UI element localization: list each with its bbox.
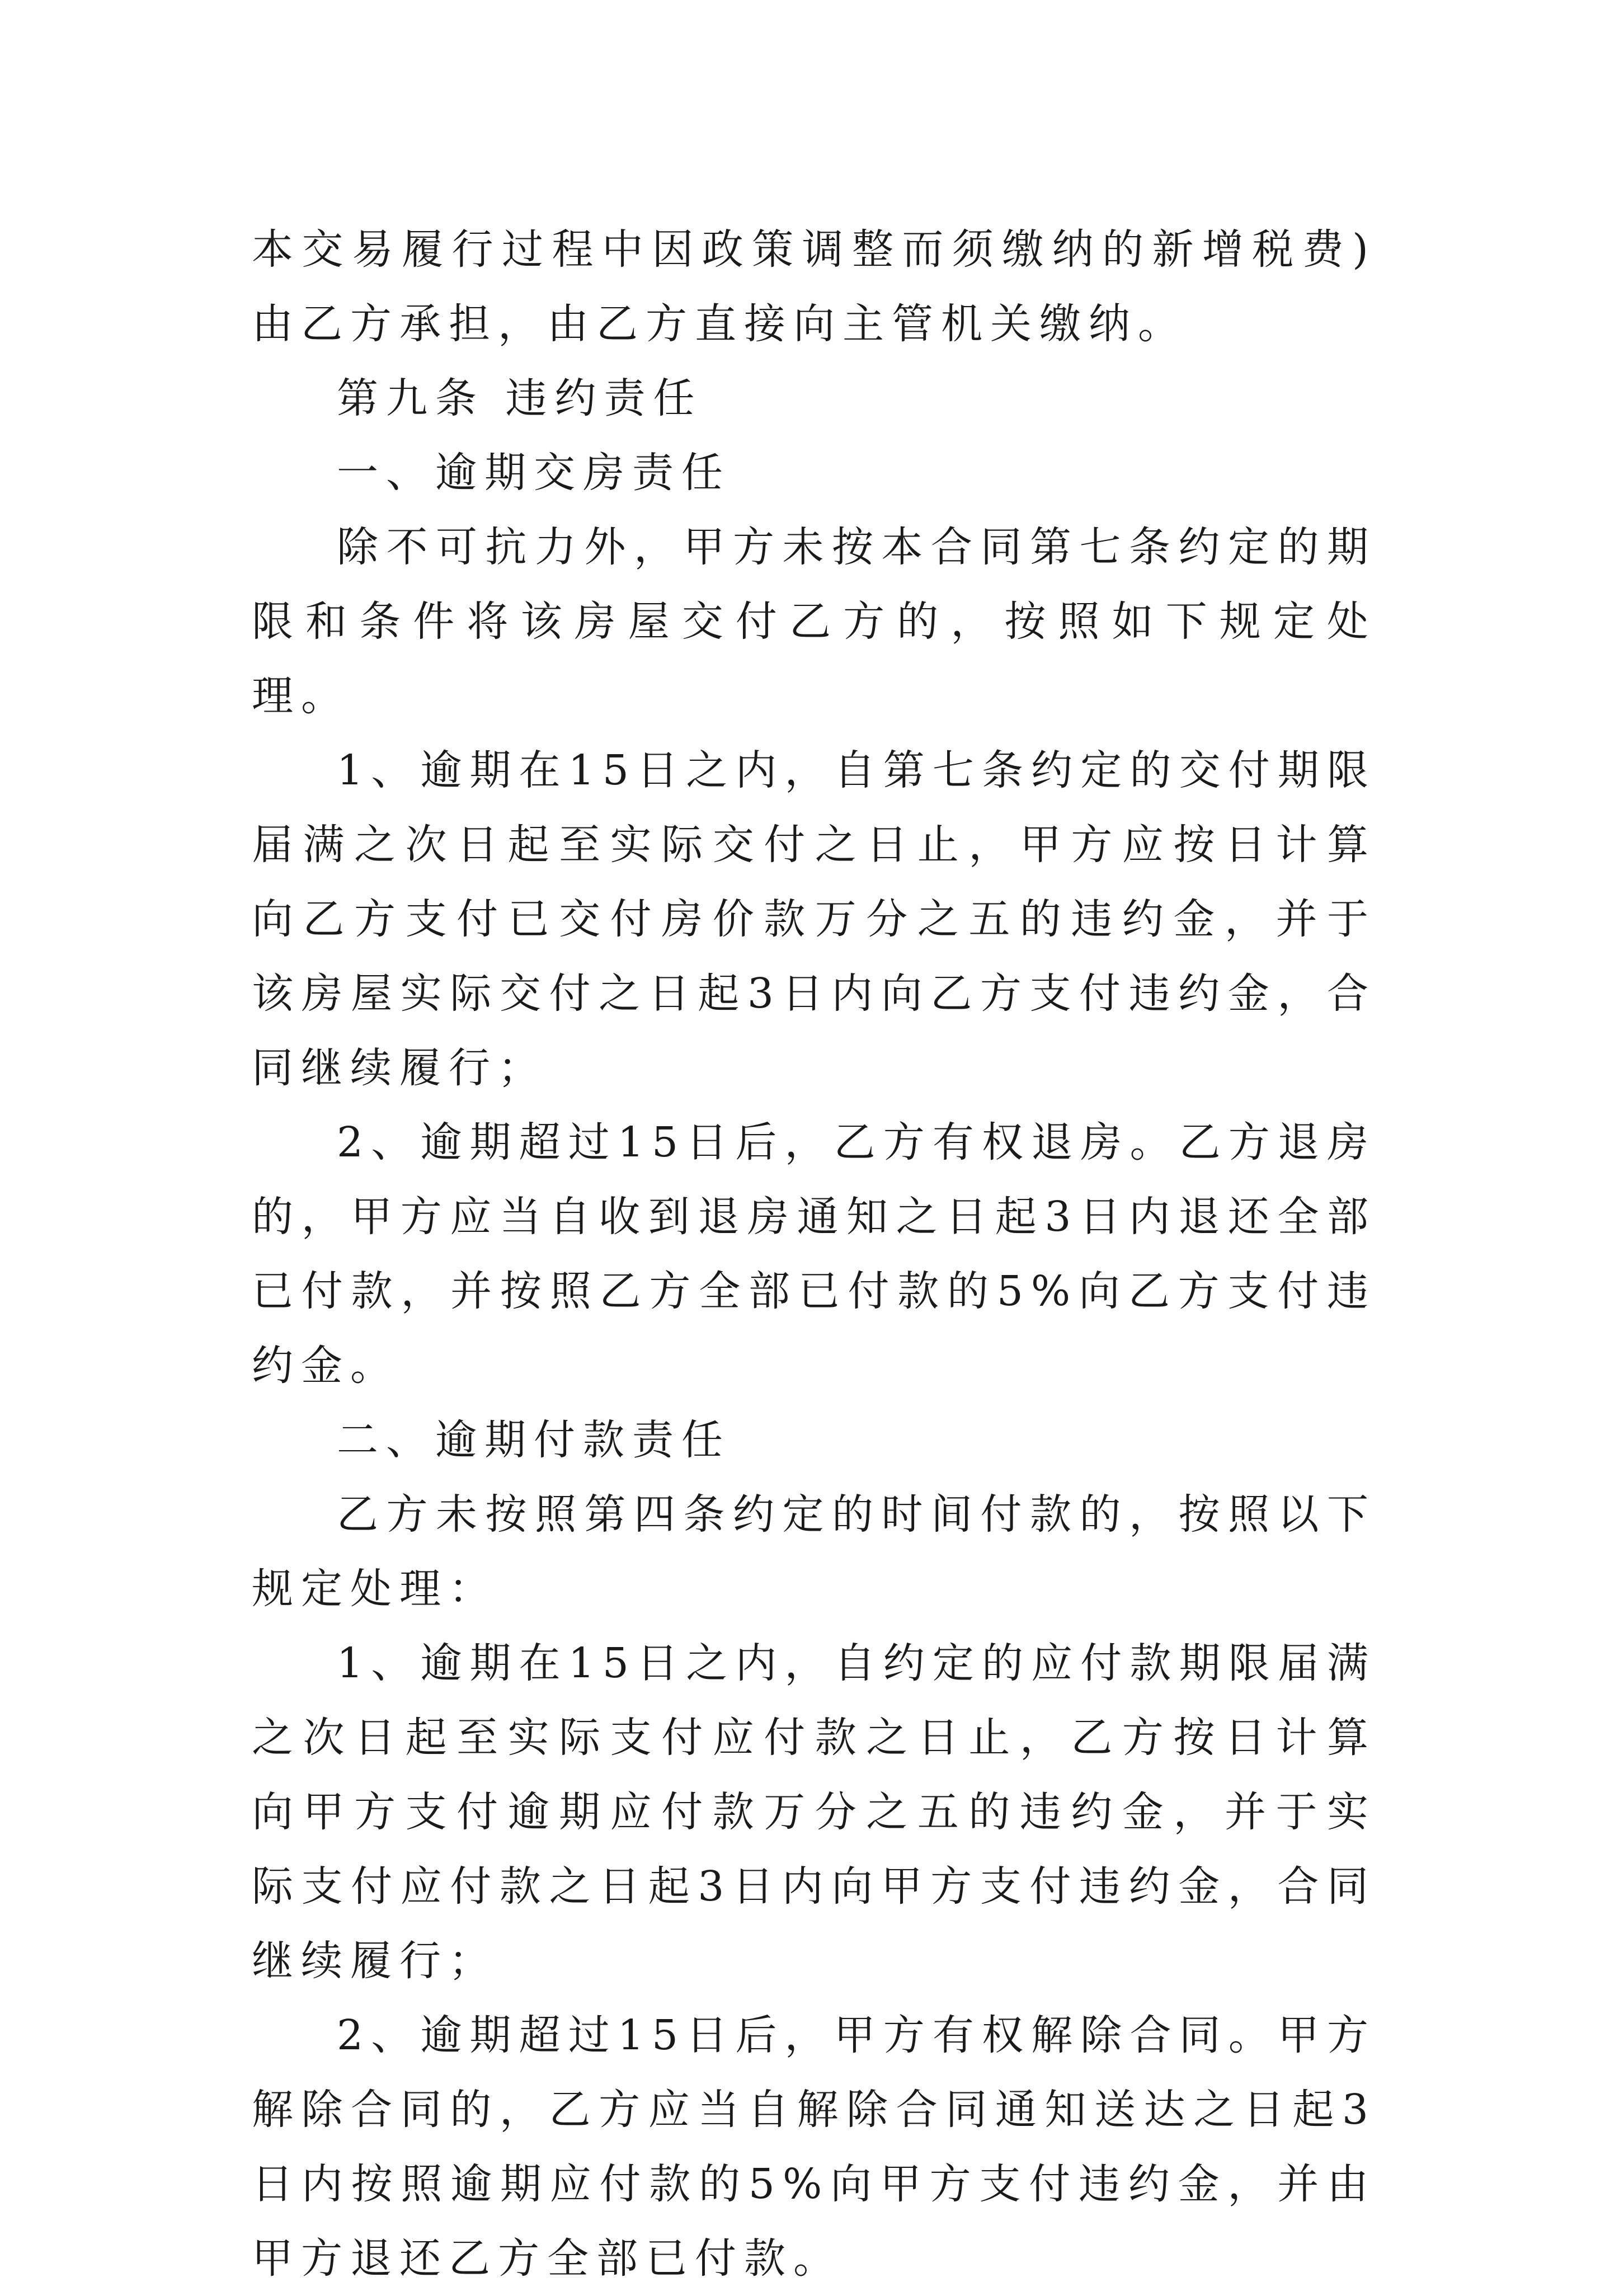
clause-late-payment-within-15-days: 1、逾期在15日之内，自约定的应付款期限届满之次日起至实际支付应付款之日止，乙方按日计算向甲方支付逾期应付款万分之五的违约金，并于实际支付应付款之日起3日内向甲方支付违约金，合同继续履行； [252,1639,1376,1985]
document-page [252,213,1376,2296]
clause-late-payment-over-15-days: 2、逾期超过15日后，甲方有权解除合同。甲方解除合同的，乙方应当自解除合同通知送达之日起3日内按照逾期应付款的5%向甲方支付违约金，并由甲方退还乙方全部已付款。 [252,2011,1376,2283]
article-heading-breach-liability: 第九条 违约责任 [337,374,703,422]
paragraph-tax-continuation: 本交易履行过程中因政策调整而须缴纳的新增税费)由乙方承担，由乙方直接向主管机关缴纳。 [252,225,1376,348]
section-heading-late-delivery: 一、逾期交房责任 [337,449,731,497]
paragraph-late-delivery-intro: 除不可抗力外，甲方未按本合同第七条约定的期限和条件将该房屋交付乙方的，按照如下规定处理。 [252,523,1376,720]
paragraph-late-payment-intro: 乙方未按照第四条约定的时间付款的，按照以下规定处理： [252,1490,1376,1613]
clause-late-delivery-within-15-days: 1、逾期在15日之内，自第七条约定的交付期限届满之次日起至实际交付之日止，甲方应按日计算向乙方支付已交付房价款万分之五的违约金，并于该房屋实际交付之日起3日内向乙方支付违约金，合同继续履行； [252,746,1376,1092]
section-heading-late-payment: 二、逾期付款责任 [337,1416,731,1464]
clause-late-delivery-over-15-days: 2、逾期超过15日后，乙方有权退房。乙方退房的，甲方应当自收到退房通知之日起3日内退还全部已付款，并按照乙方全部已付款的5%向乙方支付违约金。 [252,1118,1376,1390]
